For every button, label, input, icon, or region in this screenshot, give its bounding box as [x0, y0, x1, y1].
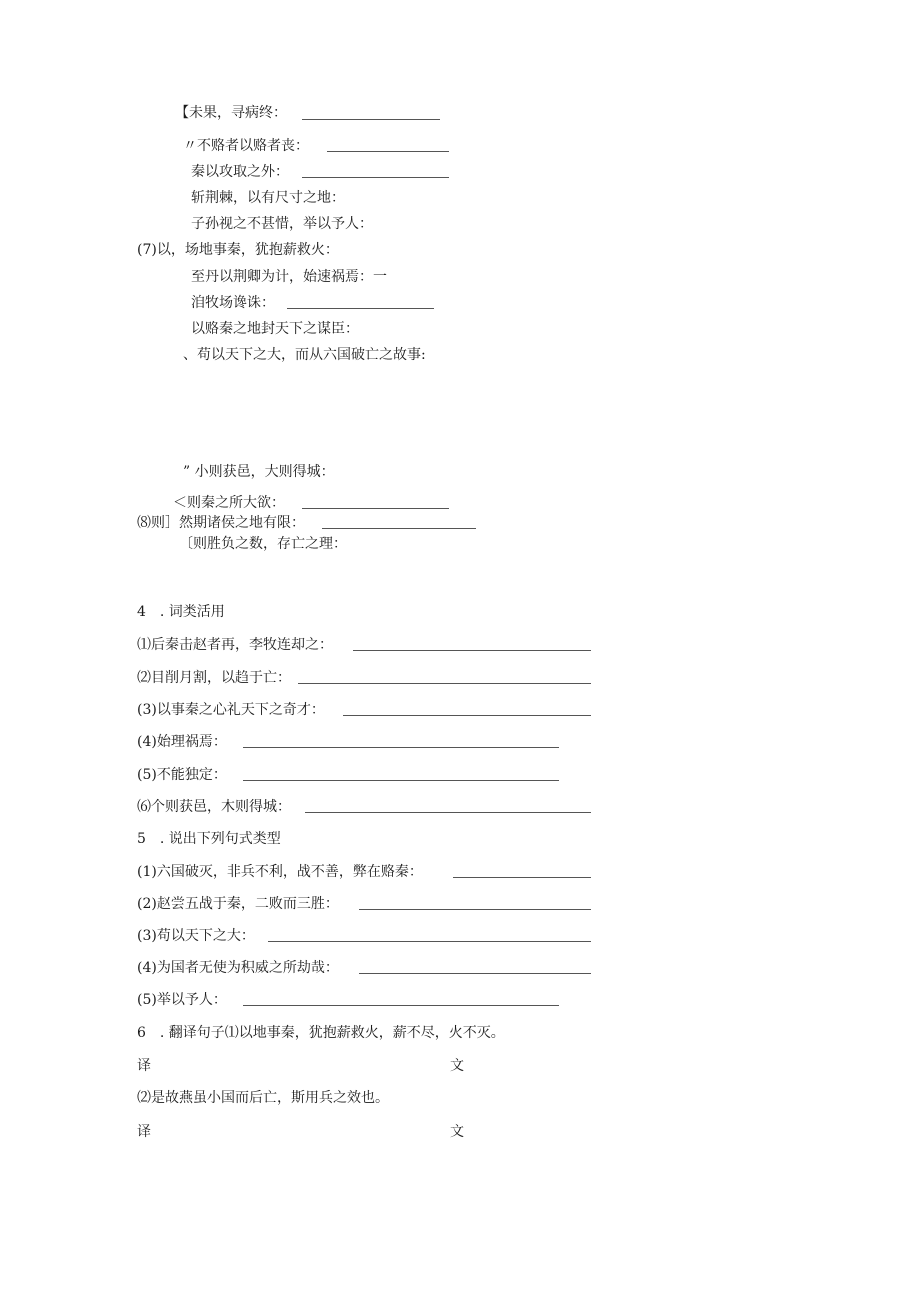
answer-blank[interactable]: [353, 650, 591, 651]
answer-blank[interactable]: [302, 508, 449, 509]
entry-text: ⑴后秦击赵者再，李牧连却之：: [137, 637, 333, 653]
entry-text: ＜则秦之所大欲：: [173, 495, 285, 511]
entry-text: 【未果，寻病终：: [175, 105, 287, 121]
answer-blank[interactable]: [268, 941, 591, 942]
answer-blank[interactable]: [302, 119, 440, 120]
entry-text: (4)始理祸焉：: [137, 734, 227, 750]
entry-text: 〔则胜负之数，存亡之理：: [179, 536, 347, 552]
answer-blank[interactable]: [243, 747, 559, 748]
section-heading: 5 . 说出下列句式类型: [137, 831, 281, 847]
answer-blank[interactable]: [298, 683, 591, 684]
entry-text: ⑹个则获邑，木则得城：: [137, 799, 291, 815]
answer-blank[interactable]: [327, 151, 449, 152]
answer-blank[interactable]: [359, 909, 591, 910]
entry-text: ⑻则］然期诸侯之地有限：: [137, 515, 305, 531]
translation-label: 译: [137, 1124, 151, 1140]
entry-text: 〃不赂者以赂者丧：: [183, 138, 309, 154]
answer-blank[interactable]: [287, 308, 434, 309]
entry-text: ⑵是故燕虽小国而后亡，斯用兵之效也。: [137, 1090, 389, 1106]
entry-text: 至丹以荆卿为计，始速祸焉：一: [191, 269, 387, 285]
entry-text: ⑵目削月割，以趋于亡：: [137, 670, 291, 686]
entry-text: (2)赵尝五战于秦，二败而三胜：: [137, 896, 339, 912]
answer-blank[interactable]: [243, 1005, 559, 1006]
entry-text: 斩荆棘，以有尺寸之地：: [191, 190, 345, 206]
entry-text: (7)以，场地事秦，犹抱薪救火：: [137, 242, 339, 258]
entry-text: 、苟以天下之大，而从六国破亡之故事:: [183, 347, 426, 363]
section-heading: 6 . 翻译句子⑴以地事秦，犹抱薪救火，薪不尽，火不灭。: [137, 1025, 505, 1041]
translation-label: 文: [450, 1058, 464, 1074]
entry-text: 洎牧场谗诛：: [191, 295, 275, 311]
answer-blank[interactable]: [453, 877, 591, 878]
entry-text: ” 小则获邑，大则得城：: [183, 464, 335, 480]
translation-label: 译: [137, 1058, 151, 1074]
answer-blank[interactable]: [359, 973, 591, 974]
answer-blank[interactable]: [305, 812, 591, 813]
entry-text: 秦以攻取之外：: [191, 164, 289, 180]
entry-text: (3)以事秦之心礼天下之奇才：: [137, 702, 325, 718]
answer-blank[interactable]: [343, 715, 591, 716]
section-heading: 4 . 词类活用: [137, 604, 225, 620]
entry-text: 子孙视之不甚惜，举以予人：: [191, 216, 373, 232]
entry-text: (5)举以予人：: [137, 992, 227, 1008]
answer-blank[interactable]: [322, 528, 476, 529]
translation-label: 文: [450, 1124, 464, 1140]
entry-text: (1)六国破灭，非兵不利，战不善，弊在赂秦：: [137, 864, 423, 880]
entry-text: 以赂秦之地封天下之谋臣：: [191, 321, 359, 337]
answer-blank[interactable]: [243, 780, 559, 781]
entry-text: (5)不能独定：: [137, 767, 227, 783]
entry-text: (3)苟以天下之大：: [137, 928, 255, 944]
answer-blank[interactable]: [302, 177, 449, 178]
entry-text: (4)为国者无使为积威之所劫哉：: [137, 960, 339, 976]
